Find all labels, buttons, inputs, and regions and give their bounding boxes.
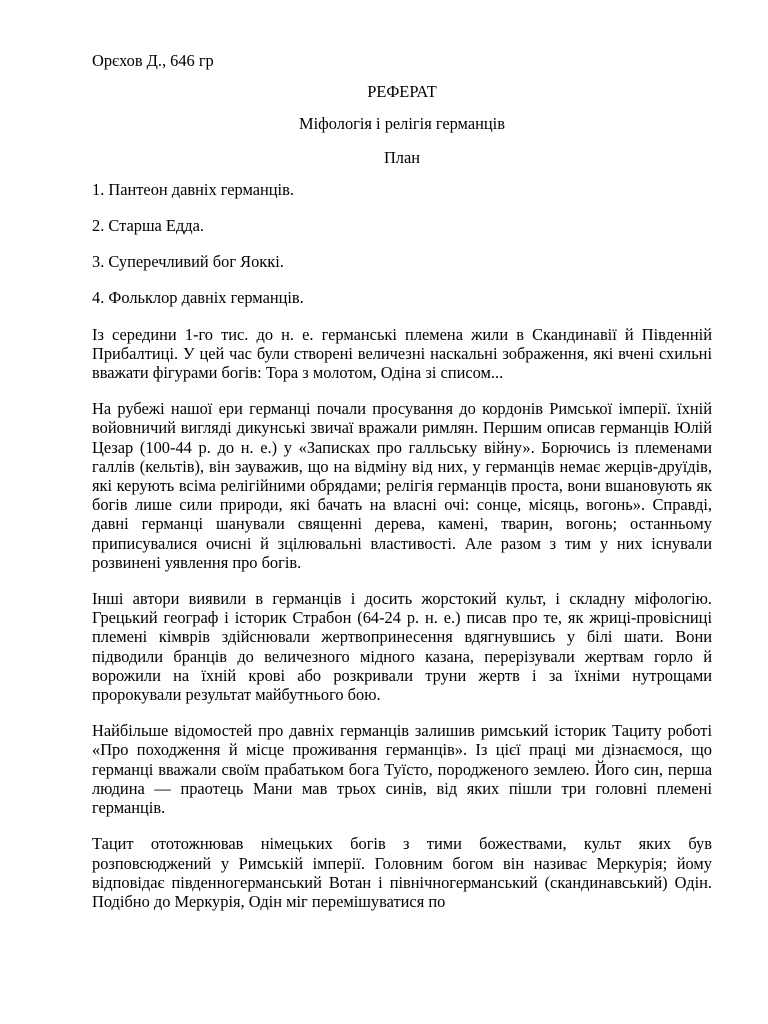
document-page: [92, 51, 712, 911]
plan-item: 3. Суперечливий бог Яоккі.: [92, 252, 284, 272]
body-paragraph: На рубежі нашої ери германці почали просування до кордонів Римської імперії. їхній войовничий вигляді дикунські звичаї вражали римлян. Першим описав германців Юлій Цезар (100-44 р. до н. е.) у «Записках про галльську війну». Борючись із племенами галлів (кельтів), він зауважив, що на відміну від них, у германців немає жерців-друїдів, які керують всіма релігійними обрядами; релігія германців проста, вони вшановують як богів лише сили природи, які бачать на власні очі: сонце, місяць, вогонь». Справді, давні германці шанували священні дерева, камені, тварин, вогонь; останньому приписувалися очисні й зцілювальні властивості. Але разом з тим у них існували розвинені уявлення про богів.: [92, 399, 712, 572]
body-paragraph: Найбільше відомостей про давніх германців залишив римський історик Тациту роботі «Про походження й місце проживання германців». Із цієї праці ми дізнаємося, що германці вважали своїм прабатьком бога Туїсто, породженого землею. Його син, перша людина — праотець Мани мав трьох синів, від яких пішли три головні племені германців.: [92, 721, 712, 818]
document-title: Міфологія і релігія германців: [299, 114, 505, 134]
plan-item: 1. Пантеон давніх германців.: [92, 179, 294, 199]
body-paragraph: Із середини 1-го тис. до н. е. германські племена жили в Скандинавії й Південній Прибалтиці. У цей час були створені величезні наскальні зображення, які вчені схильні вважати фігурами богів: Тора з молотом, Одіна зі списом...: [92, 324, 712, 383]
body-paragraph: Тацит ототожнював німецьких богів з тими божествами, культ яких був розповсюджений у Римській імперії. Головним богом він називає Меркурія; йому відповідає південногерманський Вотан і північногерманський (скандинавський) Одін. Подібно до Меркурія, Одін міг перемішуватися по: [92, 834, 712, 911]
plan-heading: План: [383, 147, 421, 167]
document-type-heading: РЕФЕРАТ: [367, 82, 437, 102]
plan-item: 2. Старша Едда.: [92, 216, 204, 236]
plan-item: 4. Фольклор давніх германців.: [92, 288, 304, 308]
body-paragraph: Інші автори виявили в германців і досить жорстокий культ, і складну міфологію. Грецький географ і історик Страбон (64-24 р. н. е.) писав про те, як жриці-провісниці племені кімврів здійснювали жертвопринесення вдягнувшись у білі шати. Вони підводили бранців до величезного мідного казана, перерізували жертвам горло й ворожили на їхній крові або розкривали труни жертв і за їхніми нутрощами пророкували результат майбутнього бою.: [92, 589, 712, 705]
author-line: Орєхов Д., 646 гр: [92, 51, 214, 70]
